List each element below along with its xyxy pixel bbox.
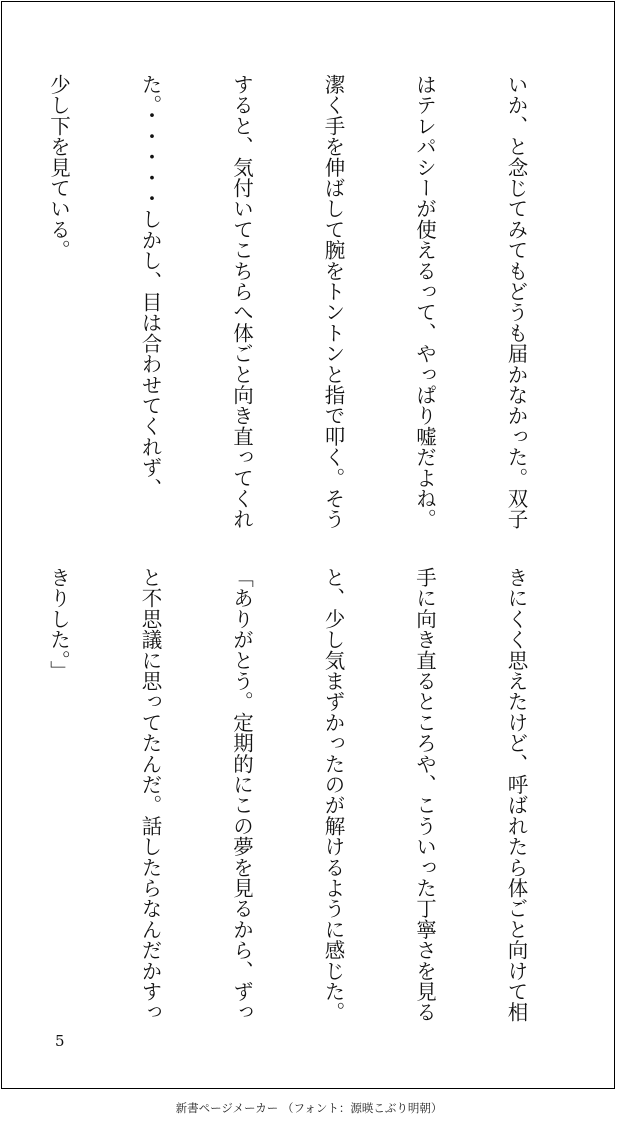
text-line: いか、と念じてみてもどうも届かなかった。双子 (504, 74, 528, 530)
text-line: 「ありがとう。定期的にこの夢を見るから、ずっ (229, 567, 254, 1023)
text-line: 手に向き直るところや、こういった丁寧さを見る (412, 567, 437, 1023)
page-number: 5 (55, 1032, 65, 1050)
text-line: きりした。」 (46, 567, 71, 681)
text-line: と不思議に思ってたんだ。話したらなんだかすっ (138, 567, 162, 1023)
footer-caption: 新書ページメーカー （フォント：源暎こぶり明朝） (175, 1101, 443, 1115)
text-line: と、少し気まずかったのが解けるように感じた。 (321, 567, 345, 1023)
text-line: すると、気付いてこちらへ体ごと向き直ってくれ (229, 74, 254, 530)
lower-text-column (46, 567, 592, 1023)
upper-text-column (46, 74, 592, 530)
text-line: きにくく思えたけど、呼ばれたら体ごと向けて相 (504, 567, 528, 1023)
text-line: 少し下を見ている。 (46, 74, 71, 261)
text-line: た。・・・・・しかし、目は合わせてくれず、 (138, 74, 162, 499)
text-line: はテレパシーが使えるって、やっぱり嘘だよね。 (412, 74, 437, 530)
text-line: 潔く手を伸ばして腕をトントンと指で叩く。そう (321, 74, 345, 530)
page-frame (1, 1, 615, 1089)
